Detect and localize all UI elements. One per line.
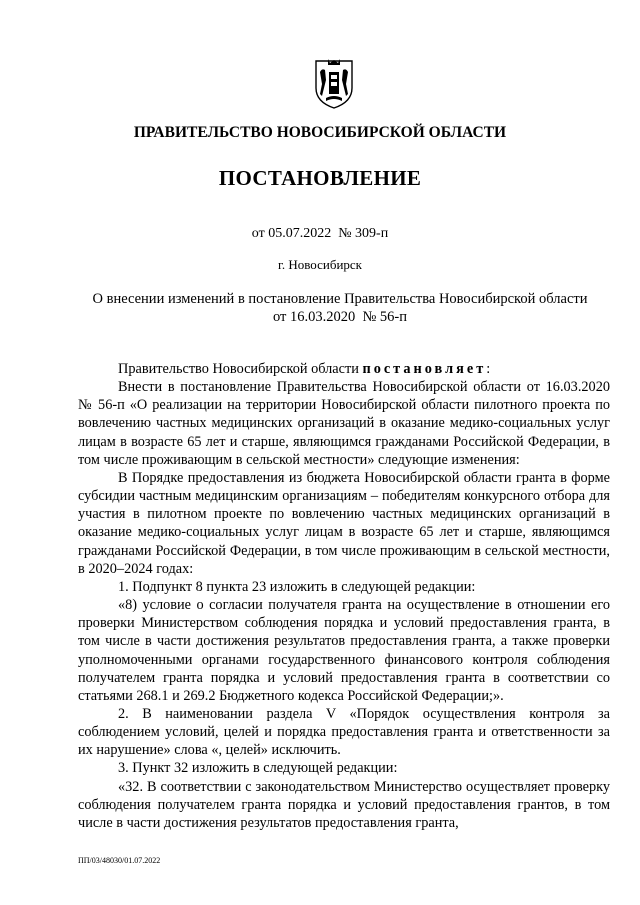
paragraph-item-2: 2. В наименовании раздела V «Порядок осуществления контроля за соблюдением условий, целей и порядка предоставления гранта и ответственности за их нарушение» слова «, целей» исключить. (78, 705, 610, 759)
document-body (78, 360, 610, 832)
subject-line-1: О внесении изменений в постановление Правительства Новосибирской области (92, 291, 588, 307)
novosibirsk-coat-of-arms-icon (312, 58, 356, 110)
document-subject (80, 290, 600, 326)
document-type: ПОСТАНОВЛЕНИЕ (218, 166, 422, 190)
subject-line-2: от 16.03.2020 № 56-п (272, 309, 408, 325)
paragraph-amend: Внести в постановление Правительства Новосибирской области от 16.03.2020 № 56-п «О реализации на территории Новосибирской области пилотного проекта по вовлечению частных медицинских организаций в оказание медико-социальных услуг лицам в возрасте 65 лет и старше, являющимся гражданами Российской Федерации, в том числе проживающим в сельской местности» следующие изменения: (78, 379, 610, 468)
paragraph-resolution (78, 360, 610, 378)
organization-title: ПРАВИТЕЛЬСТВО НОВОСИБИРСКОЙ ОБЛАСТИ (133, 124, 507, 141)
resolution-colon: : (486, 361, 491, 377)
paragraph-item-32: «32. В соответствии с законодательством Министерство осуществляет проверку соблюдения получателем гранта порядка и условий предоставления грантов, в том числе в части достижения результатов предоставления гранта, (78, 778, 610, 831)
footer-code: ПП/03/48030/01.07.2022 (78, 856, 161, 865)
document-date-number: от 05.07.2022 № 309-п (251, 226, 389, 241)
resolution-verb: постановляет (362, 361, 487, 377)
paragraph-item-3: 3. Пункт 32 изложить в следующей редакции: (118, 760, 398, 777)
document-city: г. Новосибирск (277, 257, 362, 272)
resolution-lead: Правительство Новосибирской области (118, 361, 363, 377)
paragraph-subitem-8: «8) условие о согласии получателя гранта на осуществление в отношении его проверки Министерством соблюдения порядка и условий предоставления гранта, в том числе в части достижения результатов предоставления гранта, а также проверки уполномоченными органами государственного финансового контроля соблюдения получателем гранта порядка и условий предоставления гранта в соответствии со статьями 268.1 и 269.2 Бюджетного кодекса Российской Федерации;». (78, 597, 610, 704)
paragraph-procedure: В Порядке предоставления из бюджета Новосибирской области гранта в форме субсидии частным медицинским организациям – победителям конкурсного отбора для участия в пилотном проекте по вовлечению частных медицинских организаций в оказание медико-социальных услуг лицам в возрасте 65 лет и старше, являющимся гражданами Российской Федерации, в том числе проживающим в сельской местности, в 2020–2024 годах: (78, 469, 610, 577)
paragraph-item-1: 1. Подпункт 8 пункта 23 изложить в следующей редакции: (118, 578, 476, 595)
